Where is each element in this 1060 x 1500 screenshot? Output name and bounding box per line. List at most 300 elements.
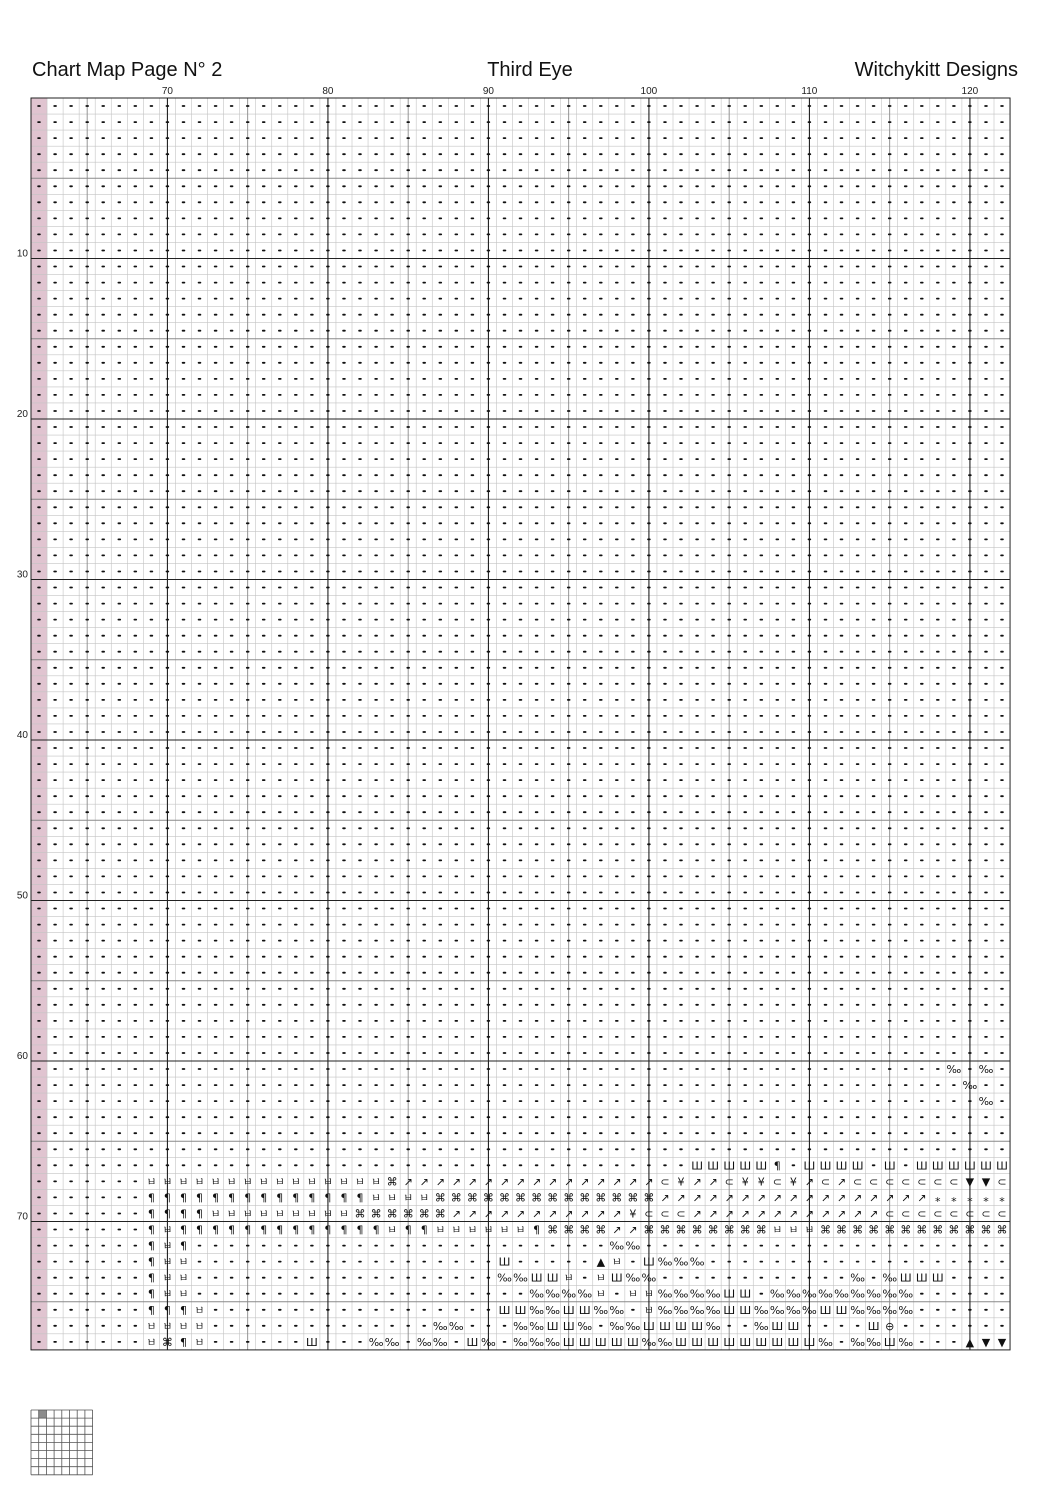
stitch-symbol: ↗ [836, 1207, 847, 1221]
stitch-symbol: ㅂ [450, 1223, 462, 1237]
stitch-symbol: ↗ [467, 1207, 478, 1221]
stitch-symbol: ‰ [689, 1287, 705, 1301]
stitch-symbol: ⌘ [659, 1223, 671, 1237]
stitch-symbol: ¥ [629, 1207, 637, 1221]
stitch-symbol: ⌘ [884, 1223, 896, 1237]
stitch-symbol: ¶ [180, 1207, 187, 1221]
stitch-symbol: ¶ [276, 1191, 284, 1205]
stitch-symbol: ‰ [786, 1303, 801, 1317]
stitch-symbol: ‰ [529, 1319, 544, 1333]
stitch-symbol: Ш [996, 1159, 1008, 1173]
stitch-symbol: Ш [610, 1335, 623, 1349]
stitch-symbol: ¶ [324, 1191, 332, 1205]
stitch-symbol: Ш [578, 1335, 591, 1349]
stitch-symbol: ¶ [260, 1223, 268, 1237]
stitch-symbol: ↗ [612, 1223, 622, 1237]
stitch-symbol: ⌘ [515, 1191, 526, 1205]
stitch-symbol: ¶ [212, 1223, 220, 1237]
stitch-symbol: Ш [498, 1255, 511, 1269]
stitch-symbol: ‰ [641, 1335, 657, 1349]
stitch-symbol: Ш [739, 1287, 752, 1301]
stitch-symbol: ㅂ [210, 1207, 221, 1221]
stitch-symbol: ㅂ [386, 1191, 398, 1205]
stitch-symbol: ↗ [724, 1207, 734, 1221]
stitch-symbol: ‰ [898, 1287, 914, 1301]
stitch-symbol: ㅂ [515, 1223, 526, 1237]
stitch-symbol: ⁎ [935, 1191, 941, 1205]
stitch-symbol: ‰ [689, 1255, 705, 1269]
stitch-symbol: ㅂ [178, 1271, 189, 1285]
stitch-symbol: ‰ [673, 1287, 689, 1301]
stitch-symbol: Ш [659, 1319, 671, 1333]
stitch-symbol: Ш [819, 1159, 832, 1173]
row-number-label: 60 [16, 1051, 28, 1062]
stitch-symbol: ‰ [769, 1303, 785, 1317]
stitch-symbol: ⌘ [707, 1223, 719, 1237]
stitch-symbol: Ш [691, 1319, 703, 1333]
stitch-symbol: ▼ [965, 1175, 975, 1189]
stitch-symbol: Ш [643, 1255, 655, 1269]
stitch-symbol: ↗ [788, 1191, 799, 1205]
stitch-symbol: Ш [835, 1159, 848, 1173]
current-page-cell [39, 1410, 47, 1418]
stitch-symbol: ㅂ [804, 1223, 815, 1237]
stitch-symbol: ‰ [802, 1287, 817, 1301]
stitch-symbol: ↗ [596, 1175, 606, 1189]
stitch-symbol: ↗ [772, 1191, 782, 1205]
stitch-symbol: ⌘ [563, 1191, 575, 1205]
column-number-label: 100 [640, 86, 658, 97]
column-number-label: 120 [961, 86, 979, 97]
stitch-symbol: Ш [915, 1271, 928, 1285]
stitch-symbol: ‰ [898, 1335, 914, 1349]
stitch-symbol: ⁎ [983, 1191, 989, 1205]
stitch-symbol: ‰ [625, 1239, 641, 1253]
stitch-symbol: ¶ [163, 1303, 171, 1317]
stitch-symbol: ㅂ [242, 1207, 254, 1221]
stitch-symbol: Ш [948, 1159, 960, 1173]
stitch-symbol: ‰ [850, 1271, 865, 1285]
stitch-symbol: ↗ [836, 1191, 847, 1205]
stitch-symbol: ↗ [564, 1175, 574, 1189]
row-number-label: 10 [16, 248, 28, 260]
row-number-label: 20 [16, 409, 28, 420]
stitch-symbol: ㅂ [483, 1223, 494, 1237]
stitch-symbol: ¥ [741, 1175, 749, 1189]
row-number-label: 30 [16, 569, 28, 581]
stitch-symbol: ⊂ [981, 1207, 991, 1221]
stitch-symbol: ⌘ [418, 1207, 430, 1221]
stitch-symbol: Ш [306, 1335, 318, 1349]
stitch-symbol: ⌘ [402, 1207, 414, 1221]
stitch-symbol: ‰ [802, 1303, 817, 1317]
stitch-symbol: ↗ [628, 1175, 638, 1189]
stitch-symbol: ↗ [868, 1207, 879, 1221]
stitch-symbol: ㅂ [306, 1207, 318, 1221]
stitch-symbol: ↗ [836, 1175, 847, 1189]
stitch-symbol: ↗ [451, 1207, 461, 1221]
stitch-symbol: ¶ [533, 1223, 541, 1237]
stitch-symbol: ¥ [677, 1175, 685, 1189]
stitch-symbol: ¶ [244, 1191, 252, 1205]
stitch-symbol: ⊂ [933, 1207, 943, 1221]
stitch-symbol: ↗ [515, 1175, 526, 1189]
stitch-symbol: ↗ [692, 1207, 702, 1221]
stitch-symbol: ㅂ [370, 1191, 382, 1205]
stitch-symbol: ㅂ [788, 1223, 799, 1237]
stitch-symbol: ‰ [866, 1287, 881, 1301]
stitch-symbol: ‰ [481, 1335, 496, 1349]
stitch-symbol: ‰ [448, 1319, 464, 1333]
stitch-symbol: ⌘ [932, 1223, 944, 1237]
stitch-symbol: ↗ [660, 1191, 670, 1205]
stitch-symbol: ‰ [962, 1079, 978, 1093]
stitch-symbol: ‰ [657, 1287, 673, 1301]
stitch-symbol: ¶ [276, 1223, 284, 1237]
page-map-grid [31, 1410, 93, 1475]
stitch-symbol: ⌘ [900, 1223, 912, 1237]
stitch-symbol: ↗ [708, 1175, 718, 1189]
stitch-symbol: ⊂ [772, 1175, 782, 1189]
stitch-symbol: ↗ [917, 1191, 927, 1205]
stitch-symbol: ‰ [577, 1287, 593, 1301]
stitch-symbol: ‰ [753, 1319, 769, 1333]
stitch-symbol: ⊂ [885, 1207, 895, 1221]
stitch-symbol: ¶ [308, 1191, 316, 1205]
stitch-symbol: ‰ [705, 1303, 721, 1317]
stitch-symbol: ¶ [147, 1207, 155, 1221]
stitch-symbol: ¥ [757, 1175, 765, 1189]
stitch-symbol: ㅂ [258, 1175, 270, 1189]
stitch-symbol: Ш [578, 1303, 591, 1317]
stitch-symbol: Ш [675, 1319, 687, 1333]
stitch-symbol: ▲ [596, 1255, 606, 1269]
stitch-symbol: ▼ [997, 1335, 1007, 1349]
stitch-symbol: ‰ [545, 1335, 560, 1349]
stitch-symbol: ⊂ [660, 1175, 670, 1189]
stitch-symbol: ⊂ [997, 1207, 1007, 1221]
stitch-symbol: ㅂ [467, 1223, 478, 1237]
stitch-symbol: Ш [707, 1335, 719, 1349]
stitch-symbol: ¶ [196, 1191, 203, 1205]
stitch-symbol: ㅂ [402, 1191, 414, 1205]
stitch-symbol: ‰ [705, 1287, 721, 1301]
stitch-symbol: ▼ [981, 1335, 991, 1349]
stitch-symbol: ⁎ [967, 1191, 973, 1205]
stitch-symbol: Ш [723, 1159, 736, 1173]
stitch-symbol: ‰ [673, 1303, 689, 1317]
stitch-symbol: ㅂ [499, 1223, 510, 1237]
stitch-symbol: Ш [723, 1303, 736, 1317]
stitch-symbol: ↗ [676, 1191, 686, 1205]
stitch-symbol: ¶ [292, 1223, 300, 1237]
stitch-symbol: ¶ [356, 1191, 364, 1205]
stitch-symbol: ⊂ [852, 1175, 863, 1189]
stitch-symbol: ‰ [513, 1271, 528, 1285]
stitch-symbol: ‰ [625, 1271, 641, 1285]
stitch-symbol: ⊂ [949, 1207, 959, 1221]
stitch-symbol: ⌘ [643, 1223, 655, 1237]
stitch-symbol: ‰ [866, 1335, 881, 1349]
stitch-symbol: ↗ [499, 1207, 510, 1221]
stitch-symbol: ¶ [372, 1223, 380, 1237]
stitch-symbol: ‰ [882, 1287, 898, 1301]
stitch-symbol: ㅂ [643, 1303, 655, 1317]
stitch-symbol: ‰ [529, 1287, 544, 1301]
stitch-symbol: ⌘ [595, 1223, 607, 1237]
stitch-symbol: ⌘ [675, 1223, 687, 1237]
stitch-symbol: ¶ [163, 1207, 171, 1221]
stitch-symbol: ↗ [901, 1191, 911, 1205]
stitch-symbol: ⁎ [999, 1191, 1005, 1205]
stitch-symbol: ▼ [981, 1175, 991, 1189]
stitch-symbol: ‰ [545, 1303, 560, 1317]
stitch-symbol: ‰ [609, 1319, 625, 1333]
stitch-symbol: ‰ [818, 1335, 833, 1349]
stitch-symbol: ⁎ [951, 1191, 957, 1205]
stitch-symbol: ㅂ [210, 1175, 221, 1189]
stitch-symbol: ↗ [804, 1175, 815, 1189]
stitch-symbol: ‰ [882, 1271, 898, 1285]
stitch-symbol: ㅂ [178, 1175, 189, 1189]
stitch-symbol: ↗ [756, 1207, 766, 1221]
stitch-symbol: ↗ [740, 1207, 750, 1221]
stitch-symbol: ㅂ [771, 1223, 783, 1237]
stitch-symbol: ¶ [292, 1191, 300, 1205]
stitch-symbol: ⌘ [434, 1191, 446, 1205]
stitch-symbol: ‰ [898, 1303, 914, 1317]
stitch-symbol: ‰ [609, 1303, 625, 1317]
stitch-symbol: ↗ [868, 1191, 879, 1205]
stitch-symbol: Ш [899, 1271, 912, 1285]
stitch-symbol: ↗ [804, 1207, 815, 1221]
stitch-symbol: ‰ [657, 1303, 673, 1317]
stitch-symbol: ⌘ [595, 1191, 607, 1205]
stitch-symbol: ⊂ [644, 1207, 654, 1221]
stitch-symbol: ㅂ [194, 1303, 205, 1317]
stitch-symbol: ‰ [577, 1319, 593, 1333]
stitch-symbol: ‰ [689, 1303, 705, 1317]
stitch-symbol: ¶ [163, 1191, 171, 1205]
stitch-symbol: ¶ [420, 1223, 428, 1237]
stitch-symbol: ⌘ [354, 1207, 366, 1221]
stitch-symbol: ‰ [786, 1287, 801, 1301]
stitch-symbol: ㅂ [274, 1207, 286, 1221]
stitch-symbol: ‰ [850, 1303, 865, 1317]
design-title: Third Eye [487, 59, 573, 81]
stitch-symbol: ⌘ [579, 1223, 591, 1237]
stitch-symbol: Ш [803, 1159, 816, 1173]
stitch-symbol: ↗ [804, 1191, 815, 1205]
stitch-symbol: ↗ [483, 1207, 494, 1221]
stitch-symbol: ↗ [403, 1175, 413, 1189]
stitch-symbol: Ш [498, 1303, 511, 1317]
stitch-symbol: ‰ [384, 1335, 400, 1349]
stitch-symbol: ⌘ [739, 1223, 751, 1237]
stitch-symbol: Ш [883, 1159, 896, 1173]
stitch-symbol: ↗ [612, 1207, 622, 1221]
stitch-symbol: ¶ [356, 1223, 364, 1237]
stitch-symbol: Ш [562, 1303, 575, 1317]
stitch-symbol: ‰ [545, 1287, 560, 1301]
stitch-symbol: Ш [627, 1335, 639, 1349]
stitch-symbol: ↗ [628, 1223, 638, 1237]
stitch-symbol: ↗ [788, 1207, 799, 1221]
stitch-symbol: ¶ [180, 1223, 187, 1237]
stitch-symbol: ⌘ [723, 1223, 735, 1237]
stitch-symbol: ‰ [657, 1335, 673, 1349]
stitch-symbol: ⊂ [901, 1175, 911, 1189]
stitch-symbol: ⌘ [563, 1223, 575, 1237]
stitch-symbol: ↗ [852, 1191, 863, 1205]
stitch-symbol: ⌘ [386, 1207, 398, 1221]
stitch-symbol: ㅂ [338, 1207, 350, 1221]
stitch-symbol: ‰ [416, 1335, 432, 1349]
stitch-symbol: ↗ [708, 1207, 718, 1221]
stitch-symbol: Ш [723, 1335, 736, 1349]
stitch-symbol: ¶ [308, 1223, 316, 1237]
stitch-symbol: ㅂ [595, 1287, 607, 1301]
stitch-symbol: Ш [723, 1287, 736, 1301]
stitch-symbol: ↗ [451, 1175, 461, 1189]
stitch-symbol: ⊖ [885, 1319, 895, 1333]
stitch-symbol: ‰ [609, 1239, 625, 1253]
stitch-symbol: ↗ [547, 1207, 558, 1221]
stitch-symbol: ¥ [789, 1175, 797, 1189]
stitch-symbol: ⌘ [964, 1223, 976, 1237]
stitch-symbol: Ш [787, 1335, 800, 1349]
row-number-label: 50 [16, 890, 28, 902]
stitch-symbol: ㅂ [290, 1207, 302, 1221]
stitch-symbol: Ш [691, 1335, 703, 1349]
stitch-symbol: ㅂ [162, 1255, 173, 1269]
stitch-symbol: ↗ [467, 1175, 478, 1189]
stitch-symbol: ↗ [708, 1191, 718, 1205]
stitch-symbol: ‰ [850, 1335, 865, 1349]
stitch-symbol: ¶ [180, 1303, 187, 1317]
stitch-symbol: ↗ [885, 1191, 895, 1205]
stitch-symbol: Ш [851, 1159, 864, 1173]
stitch-symbol: Ш [675, 1335, 687, 1349]
stitch-symbol: ¶ [147, 1255, 155, 1269]
stitch-symbol: Ш [867, 1319, 880, 1333]
stitch-symbol: ⌘ [611, 1191, 623, 1205]
stitch-symbol: Ш [787, 1319, 800, 1333]
stitch-symbol: ⌘ [691, 1223, 703, 1237]
stitch-symbol: ‰ [497, 1271, 512, 1285]
stitch-symbol: ‰ [850, 1287, 865, 1301]
stitch-symbol: ㅂ [290, 1175, 302, 1189]
stitch-symbol: ⌘ [996, 1223, 1008, 1237]
stitch-symbol: ‰ [818, 1287, 833, 1301]
stitch-symbol: ㅂ [322, 1207, 334, 1221]
stitch-symbol: ‰ [946, 1063, 962, 1076]
stitch-symbol: ↗ [499, 1175, 510, 1189]
stitch-symbol: ‰ [705, 1319, 721, 1333]
stitch-symbol: Ш [739, 1159, 752, 1173]
stitch-symbol: ‰ [978, 1063, 994, 1076]
stitch-symbol: ㅂ [194, 1319, 205, 1333]
stitch-symbol: ⊂ [917, 1207, 927, 1221]
stitch-symbol: ㅂ [595, 1271, 607, 1285]
column-number-label: 110 [801, 86, 818, 97]
stitch-symbol: ‰ [641, 1271, 657, 1285]
stitch-symbol: ¶ [147, 1223, 155, 1237]
stitch-symbol: ㅂ [178, 1255, 189, 1269]
stitch-symbol: ‰ [513, 1319, 528, 1333]
stitch-symbol: Ш [883, 1335, 896, 1349]
stitch-symbol: ¶ [260, 1191, 268, 1205]
stitch-symbol: ↗ [724, 1191, 734, 1205]
stitch-symbol: ⌘ [161, 1335, 173, 1349]
stitch-symbol: ㅂ [370, 1175, 382, 1189]
stitch-symbol: ㅂ [162, 1271, 173, 1285]
stitch-symbol: ↗ [435, 1175, 445, 1189]
stitch-symbol: Ш [643, 1319, 655, 1333]
stitch-symbol: ‰ [432, 1335, 448, 1349]
stitch-symbol: ¶ [196, 1223, 203, 1237]
column-number-label: 90 [482, 86, 494, 97]
stitch-symbol: ㅂ [146, 1335, 157, 1349]
stitch-symbol: ↗ [596, 1207, 606, 1221]
stitch-symbol: Ш [835, 1303, 848, 1317]
page-title: Chart Map Page N° 2 [32, 59, 223, 81]
stitch-symbol: ⌘ [547, 1191, 559, 1205]
stitch-symbol: ⌘ [450, 1191, 462, 1205]
stitch-symbol: ⌘ [980, 1223, 992, 1237]
designer-name: Witchykitt Designs [854, 59, 1018, 81]
stitch-symbol: ¶ [196, 1207, 203, 1221]
stitch-symbol: Ш [530, 1271, 543, 1285]
stitch-symbol: ‰ [769, 1287, 785, 1301]
stitch-symbol: ㅂ [627, 1287, 639, 1301]
stitch-symbol: ↗ [419, 1175, 429, 1189]
stitch-symbol: ⌘ [386, 1175, 398, 1189]
stitch-symbol: ¶ [228, 1191, 236, 1205]
stitch-symbol: Ш [771, 1335, 784, 1349]
stitch-symbol: ↗ [547, 1175, 558, 1189]
stitch-symbol: ↗ [580, 1175, 590, 1189]
stitch-symbol: ⊂ [965, 1207, 975, 1221]
stitch-symbol: ⌘ [547, 1223, 559, 1237]
stitch-symbol: ‰ [561, 1287, 577, 1301]
stitch-symbol: ⊂ [660, 1207, 670, 1221]
stitch-symbol: Ш [931, 1271, 944, 1285]
stitch-symbol: ⌘ [370, 1207, 382, 1221]
stitch-symbol: ⌘ [531, 1191, 543, 1205]
stitch-symbol: ⌘ [820, 1223, 831, 1237]
stitch-symbol: ¶ [147, 1271, 155, 1285]
stitch-symbol: ⌘ [643, 1191, 655, 1205]
stitch-symbol: Ш [931, 1159, 944, 1173]
stitch-symbol: ↗ [852, 1207, 863, 1221]
stitch-symbol: ↗ [756, 1191, 766, 1205]
stitch-symbol: Ш [546, 1271, 559, 1285]
stitch-symbol: Ш [739, 1335, 752, 1349]
stitch-symbol: ↗ [483, 1175, 494, 1189]
stitch-symbol: ㅂ [162, 1319, 173, 1333]
stitch-symbol: Ш [755, 1159, 768, 1173]
stitch-symbol: ㅂ [338, 1175, 350, 1189]
stitch-symbol: ⊂ [933, 1175, 943, 1189]
stitch-symbol: ‰ [834, 1287, 849, 1301]
stitch-symbol: ‰ [513, 1335, 528, 1349]
stitch-symbol: ↗ [644, 1175, 654, 1189]
stitch-symbol: Ш [707, 1159, 719, 1173]
column-number-label: 70 [161, 86, 173, 97]
stitch-symbol: ⌘ [434, 1207, 446, 1221]
stitch-symbol: ↗ [580, 1207, 590, 1221]
